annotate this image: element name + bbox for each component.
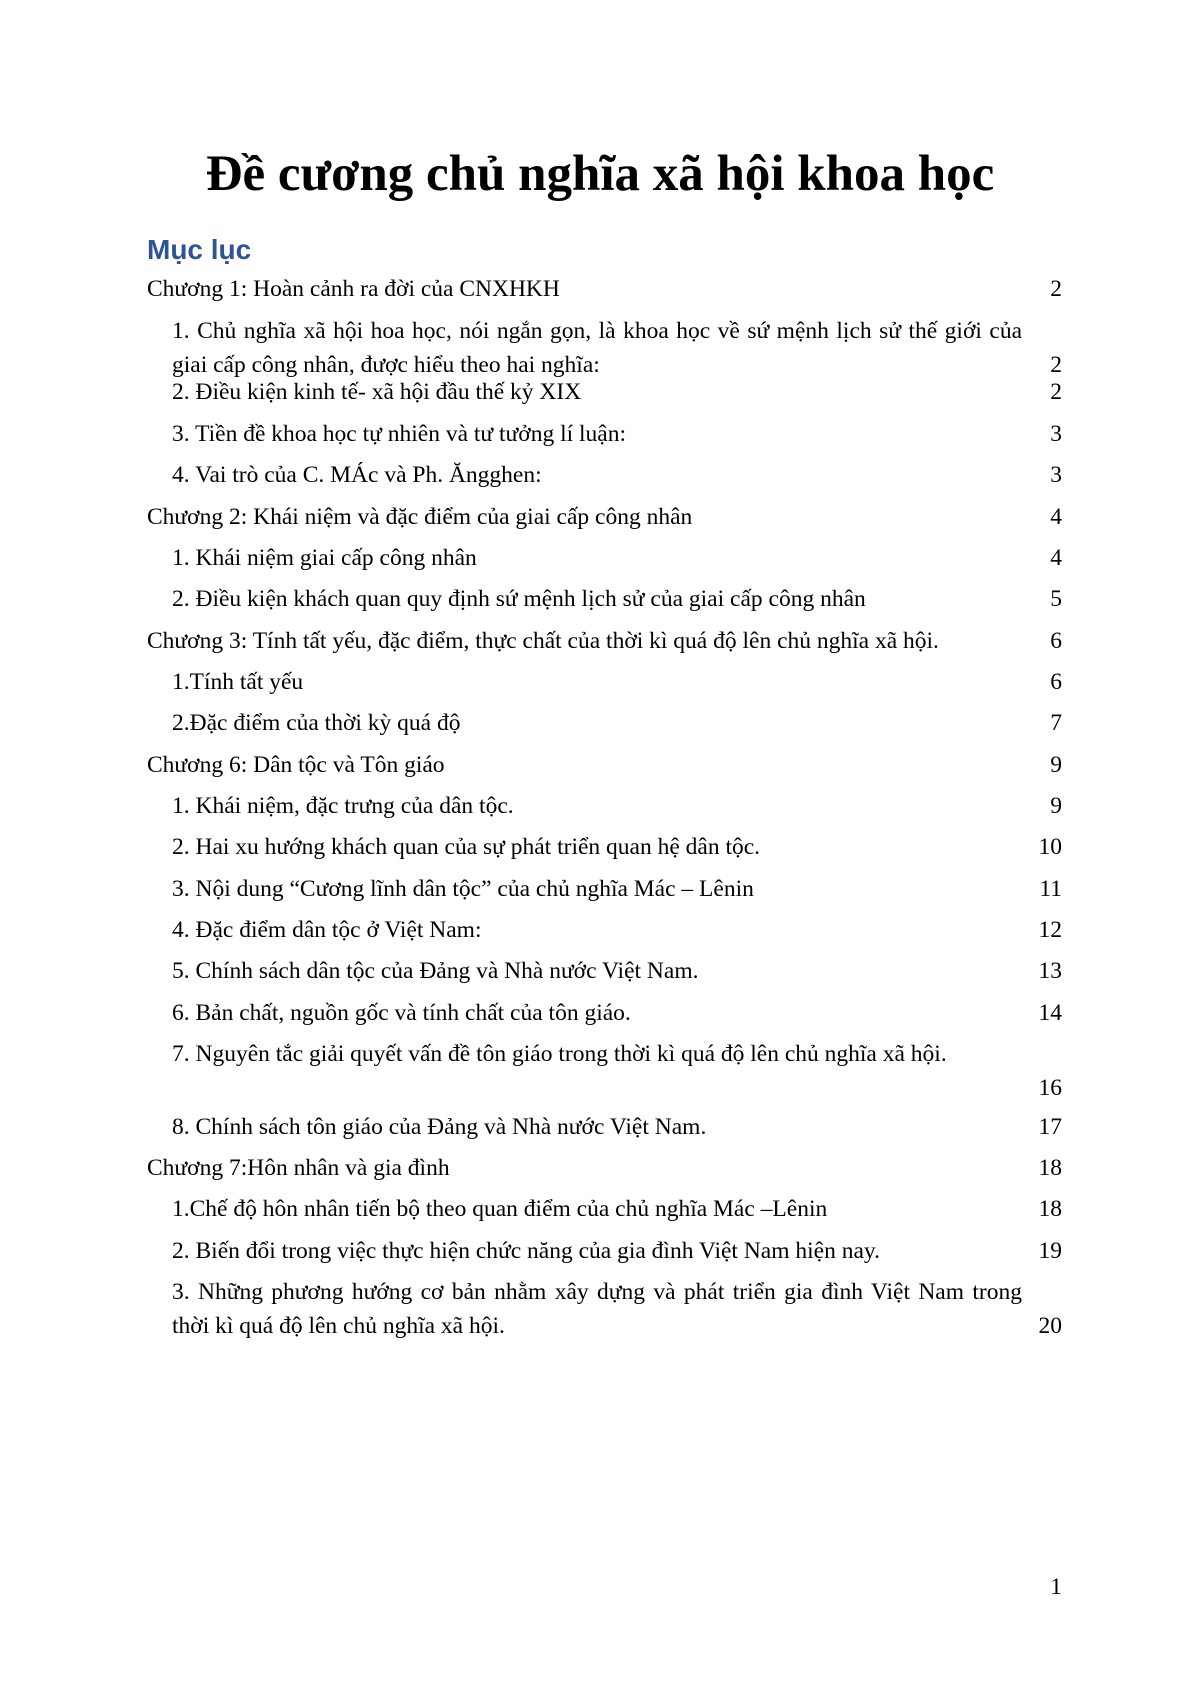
toc-entry-label: 8. Chính sách tôn giáo của Đảng và Nhà nước Việt Nam. [172, 1114, 707, 1140]
toc-section-entry[interactable] [172, 996, 1062, 1030]
toc-entry-page: 18 [1038, 1196, 1062, 1222]
toc-section-entry[interactable] [172, 706, 1062, 740]
toc-entry-page: 19 [1038, 1238, 1062, 1264]
toc-chapter-entry[interactable] [147, 748, 1062, 782]
toc-section-entry[interactable] [172, 458, 1062, 492]
toc-chapter-entry[interactable] [147, 500, 1062, 534]
toc-entry-label: Chương 1: Hoàn cảnh ra đời của CNXHKH [147, 276, 560, 302]
toc-entry-page: 4 [1050, 504, 1062, 530]
toc-entry-page: 11 [1039, 876, 1062, 902]
toc-entry-label: 5. Chính sách dân tộc của Đảng và Nhà nước Việt Nam. [172, 958, 699, 984]
toc-chapter-entry[interactable] [147, 1151, 1062, 1185]
toc-entry-page: 3 [1050, 421, 1062, 447]
toc-entry-label: 1. Khái niệm giai cấp công nhân [172, 545, 477, 571]
toc-entry-page: 9 [1050, 793, 1062, 819]
toc-entry-label: 2. Điều kiện khách quan quy định sứ mệnh lịch sử của giai cấp công nhân [172, 586, 866, 612]
toc-entry-page: 20 [1038, 1313, 1062, 1339]
toc-entry-page: 17 [1038, 1114, 1062, 1140]
toc-section-entry[interactable] [172, 872, 1062, 906]
toc-entry-label: Chương 7:Hôn nhân và gia đình [147, 1155, 450, 1181]
toc-section-entry[interactable] [172, 417, 1062, 451]
toc-entry-label: 1. Chủ nghĩa xã hội hoa học, nói ngắn gọn, là khoa học về sứ mệnh lịch sử thế giới của giai cấp công nhân, được hiểu theo hai nghĩa: [172, 318, 1022, 378]
toc-entry-label: 4. Vai trò của C. MÁc và Ph. Ăngghen: [172, 462, 542, 488]
toc-entry-page: 10 [1038, 834, 1062, 860]
toc-section-entry[interactable] [172, 1110, 1062, 1144]
toc-section-entry[interactable] [172, 913, 1062, 947]
toc-section-entry[interactable] [172, 375, 1062, 409]
toc-entry-label: 2.Đặc điểm của thời kỳ quá độ [172, 710, 461, 736]
toc-entry-label: 7. Nguyên tắc giải quyết vấn đề tôn giáo trong thời kì quá độ lên chủ nghĩa xã hội. [172, 1041, 947, 1067]
toc-entry-page: 2 [1050, 352, 1062, 378]
toc-entry-page: 5 [1050, 586, 1062, 612]
toc-entry-page: 3 [1050, 462, 1062, 488]
toc-entry-label: Chương 3: Tính tất yếu, đặc điểm, thực chất của thời kì quá độ lên chủ nghĩa xã hội. [147, 628, 939, 654]
toc-section-entry[interactable] [172, 1192, 1062, 1226]
toc-entry-label: 6. Bản chất, nguồn gốc và tính chất của tôn giáo. [172, 1000, 631, 1026]
toc-entry-page: 2 [1050, 379, 1062, 405]
toc-section-entry[interactable] [172, 954, 1062, 988]
toc-section-entry[interactable] [172, 1275, 1062, 1343]
toc-section-entry[interactable] [172, 1037, 1062, 1105]
toc-entry-page: 2 [1050, 276, 1062, 302]
toc-chapter-entry[interactable] [147, 624, 1062, 658]
toc-entry-label: 4. Đặc điểm dân tộc ở Việt Nam: [172, 917, 482, 943]
toc-heading: Mục lục [147, 234, 252, 265]
toc-entry-label: 2. Biến đổi trong việc thực hiện chức năng của gia đình Việt Nam hiện nay. [172, 1238, 880, 1264]
toc-entry-page: 14 [1038, 1000, 1062, 1026]
toc-section-entry[interactable] [172, 314, 1062, 382]
toc-entry-label: 2. Hai xu hướng khách quan của sự phát triển quan hệ dân tộc. [172, 834, 761, 860]
toc-entry-label: Chương 2: Khái niệm và đặc điểm của giai cấp công nhân [147, 504, 693, 530]
toc-entry-page: 6 [1050, 669, 1062, 695]
toc-entry-page: 7 [1050, 710, 1062, 736]
toc-section-entry[interactable] [172, 830, 1062, 864]
toc-entry-page: 12 [1038, 917, 1062, 943]
toc-entry-label: 3. Những phương hướng cơ bản nhằm xây dựng và phát triển gia đình Việt Nam trong thời kì quá độ lên chủ nghĩa xã hội. [172, 1279, 1022, 1339]
page-number: 1 [1050, 1574, 1062, 1600]
toc-entry-page: 13 [1038, 958, 1062, 984]
toc-entry-label: 1.Tính tất yếu [172, 669, 304, 695]
toc-section-entry[interactable] [172, 582, 1062, 616]
toc-entry-label: 1.Chế độ hôn nhân tiến bộ theo quan điểm của chủ nghĩa Mác –Lênin [172, 1196, 828, 1222]
toc-entry-label: 3. Nội dung “Cương lĩnh dân tộc” của chủ nghĩa Mác – Lênin [172, 876, 754, 902]
toc-entry-page: 6 [1050, 628, 1062, 654]
toc-entry-label: Chương 6: Dân tộc và Tôn giáo [147, 752, 445, 778]
toc-entry-label: 1. Khái niệm, đặc trưng của dân tộc. [172, 793, 514, 819]
toc-entry-page: 18 [1038, 1155, 1062, 1181]
toc-chapter-entry[interactable] [147, 272, 1062, 306]
toc-entry-page: 4 [1050, 545, 1062, 571]
toc-section-entry[interactable] [172, 789, 1062, 823]
toc-entry-page: 9 [1050, 752, 1062, 778]
toc-section-entry[interactable] [172, 665, 1062, 699]
toc-entry-label: 2. Điều kiện kinh tế- xã hội đầu thế kỷ XIX [172, 379, 582, 405]
toc-section-entry[interactable] [172, 541, 1062, 575]
toc-section-entry[interactable] [172, 1234, 1062, 1268]
toc-entry-page: 16 [1038, 1075, 1062, 1101]
document-title: Đề cương chủ nghĩa xã hội khoa học [205, 146, 995, 202]
toc-entry-label: 3. Tiền đề khoa học tự nhiên và tư tưởng lí luận: [172, 421, 627, 447]
